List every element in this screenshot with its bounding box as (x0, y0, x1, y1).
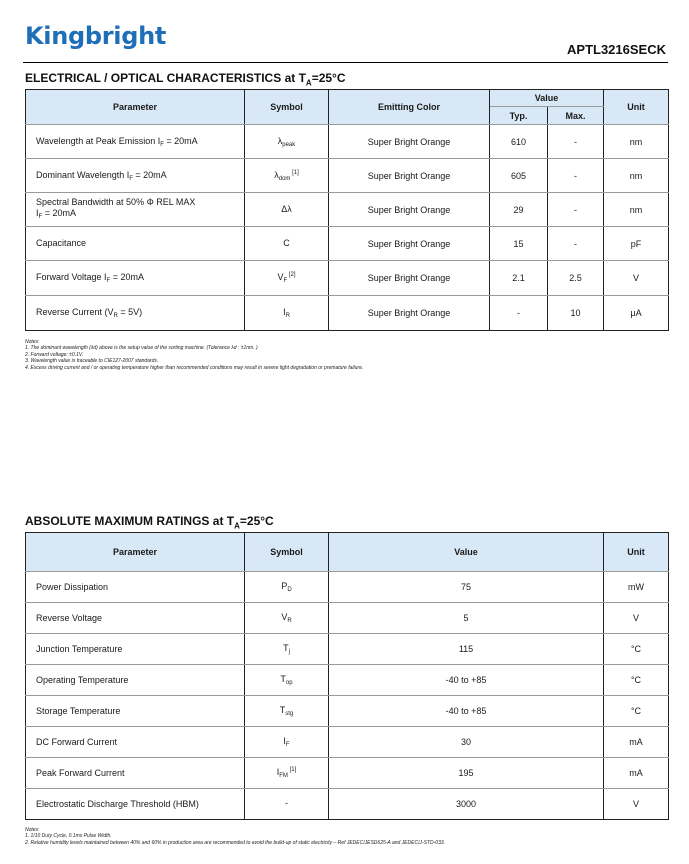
absolute-table-body (26, 572, 669, 820)
typ-cell: 605 (490, 159, 548, 193)
param-cell: Forward Voltage $I_F = 20mA$ (26, 261, 245, 296)
unit-cell: mA (604, 727, 669, 758)
param-cell: Dominant Wavelength $I_F = 20mA$ (26, 159, 245, 193)
table-row (26, 261, 669, 296)
color-cell: Super Bright Orange (329, 296, 490, 331)
note-line: 4. Excess driving current and / or operating temperature higher than recommended conditions may result in severe light degradation or premature failure. (25, 364, 364, 371)
value-cell: -40 to +85 (329, 665, 604, 696)
table-row (26, 193, 669, 227)
absolute-maximum-ratings-table (25, 532, 669, 820)
note-line: 1. The dominant wavelength (λd) above is the setup value of the sorting machine. (Tolerance λd : ±1nm. ) (25, 345, 258, 352)
note-line: 2. Relative humidity levels maintained between 40% and 60% in production area are recommended to avoid the build-up of static electricity – Ref JEDEC/JESD625-A and JEDEC/J-STD-033. (25, 839, 446, 846)
symbol-cell: $P_D$ (245, 572, 329, 603)
part-number: APTL3216SECK (567, 42, 666, 57)
value-cell: -40 to +85 (329, 696, 604, 727)
typ-cell: 610 (490, 125, 548, 159)
unit-cell: μA (604, 296, 669, 331)
header-symbol: Symbol (245, 90, 329, 125)
unit-cell: pF (604, 227, 669, 261)
header-unit: Unit (604, 533, 669, 572)
symbol-cell: C (245, 227, 329, 261)
param-cell: DC Forward Current (26, 727, 245, 758)
table-row (26, 634, 669, 665)
unit-cell: mA (604, 758, 669, 789)
typ-cell: 15 (490, 227, 548, 261)
param-cell: Storage Temperature (26, 696, 245, 727)
symbol-cell: Δλ (245, 193, 329, 227)
unit-cell: mW (604, 572, 669, 603)
value-cell: 30 (329, 727, 604, 758)
param-cell: Electrostatic Discharge Threshold (HBM) (26, 789, 245, 820)
header-unit: Unit (604, 90, 669, 125)
color-cell: Super Bright Orange (329, 159, 490, 193)
table-row (26, 789, 669, 820)
param-cell: Peak Forward Current (26, 758, 245, 789)
symbol-cell: $T_{stg}$ (245, 696, 329, 727)
param-cell: Operating Temperature (26, 665, 245, 696)
symbol-cell: - (245, 789, 329, 820)
symbol-cell: $V_R$ (245, 603, 329, 634)
electrical-characteristics-table (25, 89, 669, 331)
typ-cell: 29 (490, 193, 548, 227)
symbol-cell: $T_j$ (245, 634, 329, 665)
kingbright-logo: Kingbright (25, 22, 167, 50)
unit-cell: V (604, 261, 669, 296)
unit-cell: nm (604, 159, 669, 193)
header-emitting-color: Emitting Color (329, 90, 490, 125)
header-value: Value (329, 533, 604, 572)
header-max: Max. (548, 107, 604, 125)
note-line: Notes: (25, 339, 40, 345)
param-cell: Spectral Bandwidth at 50% Φ REL MAX $I_F = 20mA$ (26, 193, 245, 227)
max-cell: - (548, 159, 604, 193)
absolute-notes (25, 827, 445, 846)
table-row (26, 665, 669, 696)
table-row (26, 696, 669, 727)
note-line: 3. Wavelength value is traceable to CIE127-2007 standards. (25, 358, 159, 365)
symbol-cell: $T_{op}$ (245, 665, 329, 696)
table-row (26, 227, 669, 261)
unit-cell: nm (604, 125, 669, 159)
electrical-table-body (26, 125, 669, 331)
symbol-cell: $I_F$ (245, 727, 329, 758)
table-row (26, 125, 669, 159)
value-cell: 3000 (329, 789, 604, 820)
max-cell: - (548, 227, 604, 261)
unit-cell: °C (604, 696, 669, 727)
param-cell: Power Dissipation (26, 572, 245, 603)
unit-cell: °C (604, 665, 669, 696)
value-cell: 75 (329, 572, 604, 603)
symbol-cell: $I_{FM}$ [1] (245, 758, 329, 789)
electrical-section-title: ELECTRICAL / OPTICAL CHARACTERISTICS at $T_A=25^\circ C$ (25, 71, 346, 88)
table-row (26, 572, 669, 603)
param-cell: Capacitance (26, 227, 245, 261)
param-cell: Junction Temperature (26, 634, 245, 665)
value-cell: 115 (329, 634, 604, 665)
table-row (26, 727, 669, 758)
value-cell: 195 (329, 758, 604, 789)
table-row (26, 159, 669, 193)
note-line: 2. Forward voltage: ±0.1V. (25, 351, 84, 358)
unit-cell: V (604, 789, 669, 820)
header-symbol: Symbol (245, 533, 329, 572)
max-cell: - (548, 125, 604, 159)
max-cell: 10 (548, 296, 604, 331)
symbol-cell: $V_F$ [2] (245, 261, 329, 296)
param-cell: Wavelength at Peak Emission $I_F = 20mA$ (26, 125, 245, 159)
absolute-section-title: ABSOLUTE MAXIMUM RATINGS at $T_A=25^\circ C$ (25, 514, 274, 531)
color-cell: Super Bright Orange (329, 227, 490, 261)
max-cell: - (548, 193, 604, 227)
symbol-cell: $\lambda_{dom}$ [1] (245, 159, 329, 193)
color-cell: Super Bright Orange (329, 193, 490, 227)
value-cell: 5 (329, 603, 604, 634)
typ-cell: 2.1 (490, 261, 548, 296)
header-parameter: Parameter (26, 533, 245, 572)
table-row (26, 296, 669, 331)
max-cell: 2.5 (548, 261, 604, 296)
header-value: Value (490, 90, 604, 107)
color-cell: Super Bright Orange (329, 125, 490, 159)
electrical-notes (25, 339, 363, 371)
table-row (26, 603, 669, 634)
header-parameter: Parameter (26, 90, 245, 125)
unit-cell: nm (604, 193, 669, 227)
typ-cell: - (490, 296, 548, 331)
param-cell: Reverse Current $(V_R = 5V)$ (26, 296, 245, 331)
table-row (26, 758, 669, 789)
symbol-cell: $I_R$ (245, 296, 329, 331)
note-line: Notes: (25, 827, 40, 833)
unit-cell: V (604, 603, 669, 634)
symbol-cell: $\lambda_{peak}$ (245, 125, 329, 159)
param-cell: Reverse Voltage (26, 603, 245, 634)
unit-cell: °C (604, 634, 669, 665)
header-rule (23, 62, 668, 63)
header-typ: Typ. (490, 107, 548, 125)
note-line: 1. 1/10 Duty Cycle, 0.1ms Pulse Width. (25, 833, 112, 840)
color-cell: Super Bright Orange (329, 261, 490, 296)
